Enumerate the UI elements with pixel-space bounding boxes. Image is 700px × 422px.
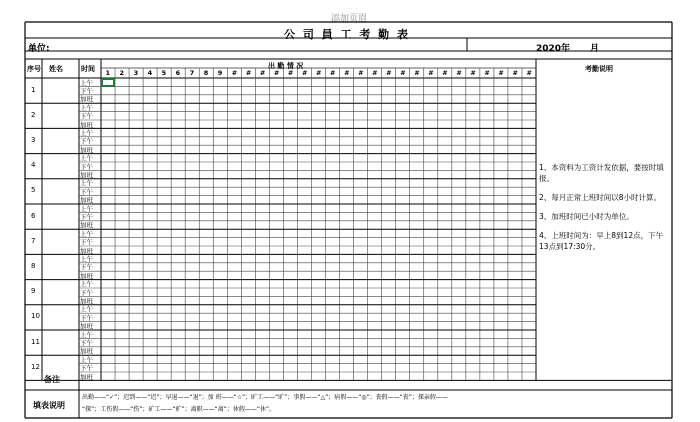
employee-seq: 10 bbox=[31, 312, 40, 321]
header-name: 姓名 bbox=[49, 65, 63, 73]
time-slot-label: 下午 bbox=[80, 338, 93, 347]
day-label: # bbox=[273, 68, 280, 77]
time-slot-label: 加班 bbox=[80, 196, 93, 205]
employee-seq: 5 bbox=[31, 186, 36, 195]
employee-seq: 3 bbox=[31, 136, 36, 144]
day-label: # bbox=[484, 68, 490, 77]
day-label: # bbox=[259, 68, 266, 77]
employee-seq: 11 bbox=[31, 337, 40, 346]
time-slot-label: 加班 bbox=[80, 271, 93, 280]
time-slot-label: 上午 bbox=[80, 204, 93, 213]
time-slot-label: 下午 bbox=[80, 162, 93, 171]
employee-seq: 7 bbox=[31, 236, 36, 245]
day-label: # bbox=[344, 68, 350, 77]
header-time: 时间 bbox=[81, 65, 95, 73]
note-1: 1、本资料为工资计发依据，要按时填报。 bbox=[539, 163, 664, 183]
day-label: 6 bbox=[175, 68, 181, 77]
day-label: # bbox=[358, 68, 364, 77]
header-notes: 考勤说明 bbox=[585, 65, 613, 73]
time-slot-label: 上午 bbox=[80, 355, 93, 364]
time-slot-label: 加班 bbox=[80, 170, 93, 179]
time-slot-label: 加班 bbox=[80, 322, 93, 331]
time-slot-label: 上午 bbox=[80, 128, 93, 137]
day-label: # bbox=[456, 68, 462, 77]
time-slot-label: 下午 bbox=[80, 212, 93, 221]
day-label: # bbox=[498, 68, 504, 77]
time-slot-label: 下午 bbox=[80, 263, 93, 272]
note-4: 4、上班时间为：早上8到12点，下午 13点到17:30分。 bbox=[539, 231, 679, 251]
day-label: # bbox=[287, 68, 294, 77]
time-slot-label: 加班 bbox=[80, 120, 93, 129]
day-label: # bbox=[428, 68, 434, 77]
page-header-placeholder[interactable]: 添加页眉 bbox=[331, 14, 368, 24]
time-slot-label: 加班 bbox=[80, 95, 93, 104]
day-label: # bbox=[301, 68, 308, 77]
time-slot-label: 加班 bbox=[80, 296, 93, 305]
day-label: 1 bbox=[105, 68, 111, 77]
day-label: # bbox=[330, 68, 336, 77]
day-label: # bbox=[386, 68, 392, 77]
time-slot-label: 加班 bbox=[80, 145, 93, 154]
month-value[interactable]: 月 bbox=[590, 44, 600, 54]
day-label: # bbox=[442, 68, 448, 77]
time-slot-label: 上午 bbox=[80, 78, 93, 87]
day-label: # bbox=[400, 68, 406, 77]
employee-seq: 1 bbox=[31, 85, 36, 94]
time-slot-label: 加班 bbox=[80, 246, 93, 255]
employee-seq: 4 bbox=[31, 161, 36, 170]
legend-label: 填表说明 bbox=[33, 401, 65, 410]
selected-cell[interactable] bbox=[101, 78, 115, 87]
day-label: # bbox=[526, 68, 532, 77]
legend-line-2: “探”；工伤假——“伤”；矿工——“旷”；离职——“离”；休假——“休”。 bbox=[82, 406, 276, 413]
time-slot-label: 下午 bbox=[80, 313, 93, 322]
time-slot-label: 下午 bbox=[80, 288, 93, 297]
time-slot-label: 下午 bbox=[80, 112, 93, 121]
day-label: # bbox=[316, 68, 322, 77]
time-slot-label: 下午 bbox=[80, 86, 93, 95]
day-label: 8 bbox=[203, 68, 209, 77]
page-title: 公 司 員 工 考 勤 表 bbox=[284, 28, 410, 41]
time-slot-label: 下午 bbox=[80, 137, 93, 146]
employee-seq: 2 bbox=[31, 110, 36, 119]
day-label: # bbox=[245, 68, 252, 77]
time-slot-label: 下午 bbox=[80, 238, 93, 247]
time-slot-label: 上午 bbox=[80, 103, 93, 112]
remarks-label: 备注 bbox=[44, 375, 60, 384]
time-slot-label: 上午 bbox=[80, 154, 93, 163]
employee-seq: 6 bbox=[31, 211, 36, 220]
employee-seq: 9 bbox=[31, 287, 36, 296]
employee-seq: 8 bbox=[31, 262, 36, 270]
time-slot-label: 上午 bbox=[80, 280, 93, 289]
day-label: 7 bbox=[189, 68, 195, 77]
day-label: 5 bbox=[161, 68, 167, 77]
note-3: 3、加班时间已小时为单位。 bbox=[539, 212, 634, 221]
day-label: 2 bbox=[119, 68, 125, 77]
note-2: 2、每月正常上班时间以8小时计算。 bbox=[539, 193, 662, 202]
day-label: # bbox=[512, 68, 518, 77]
time-slot-label: 加班 bbox=[80, 372, 93, 381]
unit-label: 单位: bbox=[28, 44, 50, 54]
time-slot-label: 上午 bbox=[80, 330, 93, 339]
time-slot-label: 下午 bbox=[80, 364, 93, 373]
day-label: 3 bbox=[133, 68, 139, 77]
day-label: # bbox=[414, 68, 420, 77]
time-slot-label: 下午 bbox=[80, 187, 93, 196]
time-slot-label: 上午 bbox=[80, 254, 93, 263]
header-attendance: 出 勤 情 况 bbox=[268, 62, 304, 70]
day-label: # bbox=[470, 68, 476, 77]
notes-panel bbox=[539, 162, 679, 252]
day-label: # bbox=[231, 68, 238, 77]
legend-line-1: 出勤——“✓”；迟到——“迟”；早退——“退”；加 班——“☆”；旷工——“旷”；事假——“△”；病假——“◎”；丧假——“丧”；探亲假—— bbox=[82, 394, 448, 401]
time-slot-label: 上午 bbox=[80, 305, 93, 314]
time-slot-label: 加班 bbox=[80, 347, 93, 356]
employee-seq: 12 bbox=[31, 362, 40, 371]
day-label: # bbox=[372, 68, 378, 77]
time-slot-label: 上午 bbox=[80, 179, 93, 188]
time-slot-label: 加班 bbox=[80, 221, 93, 230]
day-label: 9 bbox=[217, 68, 223, 77]
time-slot-label: 上午 bbox=[80, 229, 93, 238]
year-value[interactable]: 2020年 bbox=[536, 44, 571, 54]
day-label: 4 bbox=[147, 68, 153, 77]
header-seq: 序号 bbox=[27, 65, 41, 73]
